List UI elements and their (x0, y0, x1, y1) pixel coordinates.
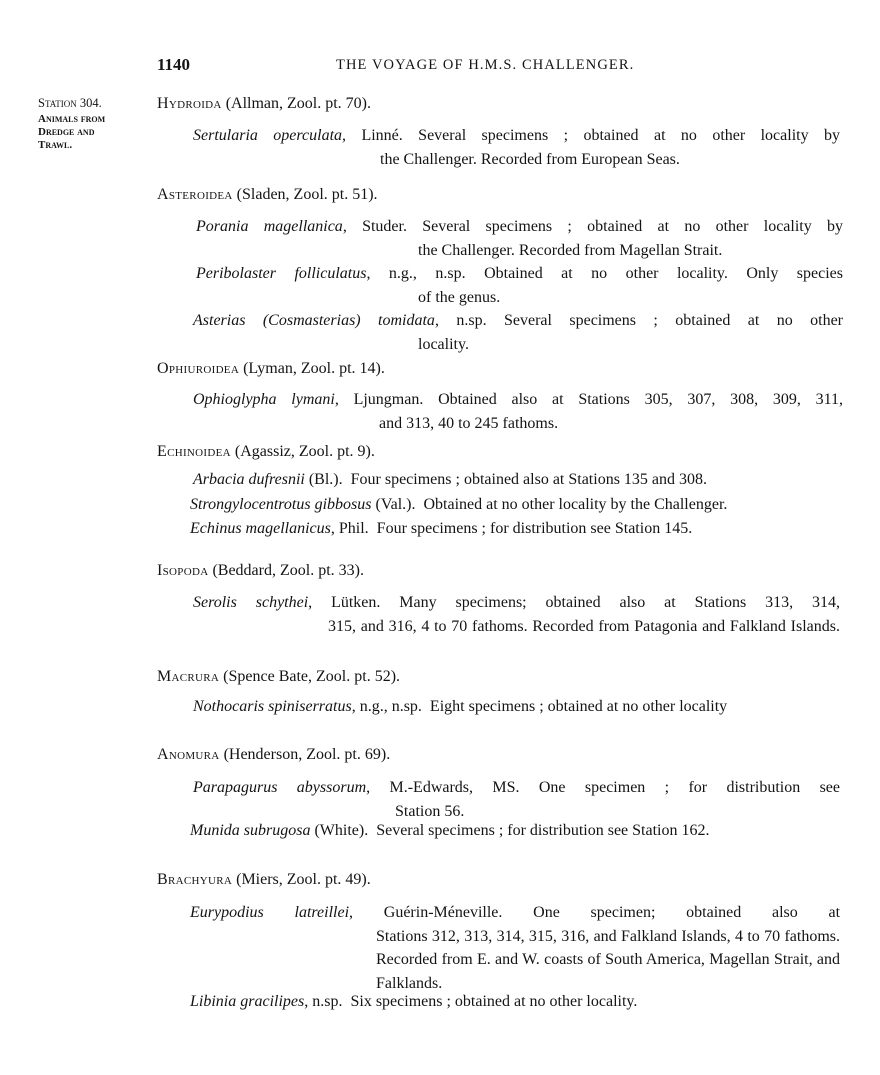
group-heading (157, 95, 371, 113)
species-entry (196, 262, 843, 309)
species-entry (190, 993, 637, 1011)
species-entry (193, 471, 707, 489)
group-reference: (Sladen, Zool. pt. 51). (232, 186, 378, 203)
species-name: Sertularia operculata (193, 127, 343, 144)
group-name: Asteroidea (157, 186, 233, 203)
species-name: Ophioglypha lymani (193, 391, 335, 408)
species-name: Munida subrugosa (190, 822, 311, 839)
species-authority: (Val.). (371, 496, 416, 513)
margin-line: Dredge and (38, 126, 95, 138)
group-heading (157, 871, 371, 889)
group-reference: (Miers, Zool. pt. 49). (232, 871, 371, 888)
group-heading (157, 668, 400, 686)
species-entry (193, 776, 840, 823)
group-reference: (Henderson, Zool. pt. 69). (219, 746, 391, 763)
group-name: Macrura (157, 668, 220, 685)
species-name: Eurypodius latreillei (190, 904, 350, 921)
entry-continuation: Stations 312, 313, 314, 315, 316, and Falkland Islands, 4 to 70 fathoms. Recorded from E. and W. coasts of South America, Magellan Strait, and Falklands. (376, 927, 840, 992)
entry-text: Obtained at no other locality. Only species (484, 265, 844, 282)
entry-text: Several specimens ; obtained at no other locality by (422, 218, 844, 235)
group-reference: (Allman, Zool. pt. 70). (221, 95, 371, 112)
entry-text: Several specimens ; obtained at no other (503, 312, 843, 329)
species-authority: , Linné. (342, 127, 403, 144)
species-entry (193, 698, 727, 716)
entry-text: Several specimens ; obtained at no other locality by (418, 127, 840, 144)
species-entry (190, 520, 692, 538)
margin-line: Animals from (38, 113, 106, 125)
species-name: Strongylocentrotus gibbosus (190, 496, 372, 513)
group-reference: (Beddard, Zool. pt. 33). (208, 562, 364, 579)
species-authority: (White). (310, 822, 369, 839)
entry-continuation: the Challenger. Recorded from European Seas. (380, 150, 680, 168)
entry-continuation: 315, and 316, 4 to 70 fathoms. Recorded from Patagonia and Falkland Islands. (328, 617, 840, 635)
entry-text: Six specimens ; obtained at no other locality. (350, 993, 638, 1010)
species-authority: , n.g., n.sp. (351, 698, 422, 715)
species-name: Arbacia dufresnii (193, 471, 305, 488)
running-title: THE VOYAGE OF H.M.S. CHALLENGER. (336, 57, 635, 73)
species-authority: , Studer. (342, 218, 407, 235)
station-label: Station 304. (38, 96, 102, 110)
group-heading (157, 562, 364, 580)
species-authority: , n.sp. (434, 312, 487, 329)
species-entry (193, 124, 840, 171)
species-authority: , Guérin-Méneville. (349, 904, 503, 921)
group-name: Isopoda (157, 562, 209, 579)
species-entry (190, 901, 840, 995)
entry-text: Many specimens; obtained also at Stations 313, 314, (399, 594, 840, 611)
group-name: Hydroida (157, 95, 222, 112)
species-entry (193, 388, 843, 435)
page-number: 1140 (157, 55, 191, 74)
species-name: Libinia gracilipes (190, 993, 305, 1010)
margin-line: Trawl. (38, 139, 73, 151)
species-entry (196, 215, 843, 262)
entry-text: Eight specimens ; obtained at no other locality (429, 698, 728, 715)
species-name: Peribolaster folliculatus (196, 265, 367, 282)
group-heading (157, 746, 390, 764)
entry-text: Several specimens ; for distribution see Station 162. (376, 822, 710, 839)
species-authority: , Lütken. (308, 594, 381, 611)
group-heading (157, 186, 378, 204)
entry-text: Obtained also at Stations 305, 307, 308, 309, 311, (438, 391, 844, 408)
species-name: Porania magellanica (196, 218, 343, 235)
entry-continuation: the Challenger. Recorded from Magellan Strait. (418, 241, 723, 259)
entry-continuation: of the genus. (418, 288, 501, 306)
group-name: Anomura (157, 746, 220, 763)
species-entry (190, 822, 709, 840)
species-name: Serolis schythei (193, 594, 309, 611)
species-authority: , n.g., n.sp. (366, 265, 466, 282)
group-heading (157, 443, 375, 461)
entry-text: Four specimens ; for distribution see Station 145. (376, 520, 693, 537)
species-name: Asterias (Cosmasterias) tomidata (193, 312, 435, 329)
entry-text: One specimen ; for distribution see (538, 779, 841, 796)
group-reference: (Spence Bate, Zool. pt. 52). (219, 668, 401, 685)
species-authority: (Bl.). (304, 471, 343, 488)
entry-continuation: locality. (418, 335, 469, 353)
species-authority: , n.sp. (304, 993, 343, 1010)
group-reference: (Agassiz, Zool. pt. 9). (230, 443, 375, 460)
group-name: Ophiuroidea (157, 360, 240, 377)
group-reference: (Lyman, Zool. pt. 14). (239, 360, 385, 377)
species-name: Nothocaris spiniserratus (193, 698, 352, 715)
species-authority: , Phil. (330, 520, 369, 537)
entry-text: Obtained at no other locality by the Challenger. (423, 496, 728, 513)
margin-note (38, 97, 105, 152)
species-entry (193, 591, 840, 638)
entry-continuation: and 313, 40 to 245 fathoms. (379, 414, 559, 432)
species-name: Echinus magellanicus (190, 520, 331, 537)
species-name: Parapagurus abyssorum (193, 779, 367, 796)
group-heading (157, 360, 385, 378)
entry-text: Four specimens ; obtained also at Stations 135 and 308. (350, 471, 708, 488)
species-authority: , Ljungman. (334, 391, 424, 408)
entry-continuation: Station 56. (395, 802, 465, 820)
species-entry (193, 309, 843, 356)
species-entry (190, 496, 727, 514)
group-name: Brachyura (157, 871, 233, 888)
entry-text: One specimen; obtained also at (533, 904, 841, 921)
group-name: Echinoidea (157, 443, 231, 460)
species-authority: , M.-Edwards, MS. (366, 779, 520, 796)
